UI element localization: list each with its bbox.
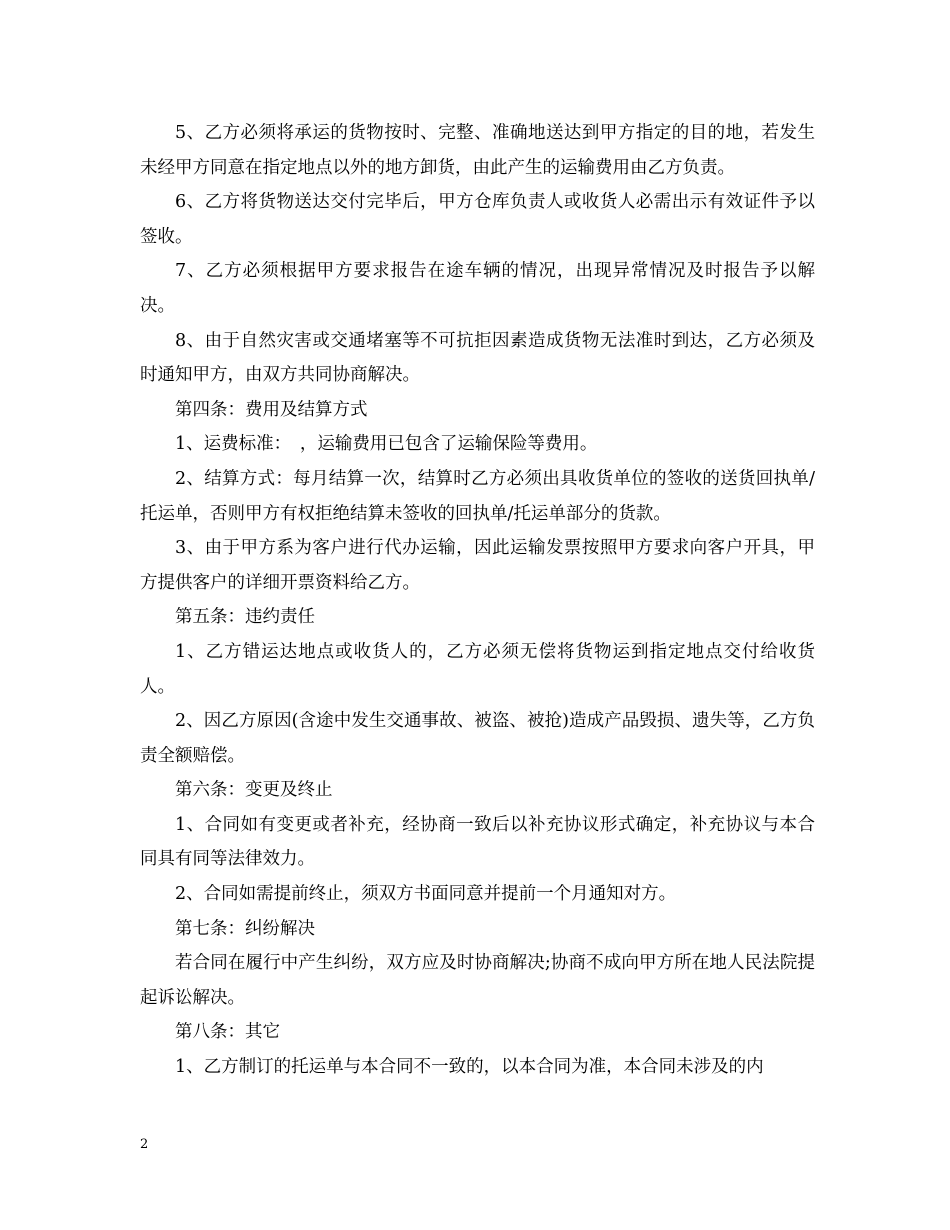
paragraph-clause-7-1: 若合同在履行中产生纠纷，双方应及时协商解决;协商不成向甲方所在地人民法院提起诉讼解决。 — [140, 953, 815, 1008]
section-heading-article-5: 第五条：违约责任 — [175, 607, 315, 628]
section-heading-article-7: 第七条：纠纷解决 — [175, 918, 315, 939]
paragraph-clause-4-2: 2、结算方式：每月结算一次，结算时乙方必须出具收货单位的签收的送货回执单/托运单，否则甲方有权拒绝结算未签收的回执单/托运单部分的货款。 — [140, 468, 815, 524]
paragraph-clause-3-7: 7、乙方必须根据甲方要求报告在途车辆的情况，出现异常情况及时报告予以解决。 — [140, 261, 815, 316]
paragraph-clause-4-3: 3、由于甲方系为客户进行代办运输，因此运输发票按照甲方要求向客户开具，甲方提供客户的详细开票资料给乙方。 — [140, 538, 815, 593]
paragraph-clause-6-1: 1、合同如有变更或者补充，经协商一致后以补充协议形式确定，补充协议与本合同具有同等法律效力。 — [140, 814, 815, 870]
paragraph-clause-3-6: 6、乙方将货物送达交付完毕后，甲方仓库负责人或收货人必需出示有效证件予以签收。 — [140, 192, 815, 247]
paragraph-clause-8-1: 1、乙方制订的托运单与本合同不一致的，以本合同为准，本合同未涉及的内 — [175, 1057, 764, 1078]
paragraph-clause-3-8: 8、由于自然灾害或交通堵塞等不可抗拒因素造成货物无法准时到达，乙方必须及时通知甲方，由双方共同协商解决。 — [140, 330, 815, 386]
section-heading-article-6: 第六条：变更及终止 — [175, 780, 333, 801]
paragraph-clause-5-1: 1、乙方错运达地点或收货人的，乙方必须无偿将货物运到指定地点交付给收货人。 — [140, 641, 815, 697]
page-number: 2 — [140, 1137, 149, 1152]
section-heading-article-8: 第八条：其它 — [175, 1022, 280, 1043]
paragraph-clause-6-2: 2、合同如需提前终止，须双方书面同意并提前一个月通知对方。 — [175, 884, 677, 905]
section-heading-article-4: 第四条：费用及结算方式 — [175, 399, 368, 420]
paragraph-clause-5-2: 2、因乙方原因(含途中发生交通事故、被盗、被抢)造成产品毁损、遗失等，乙方负责全额赔偿。 — [140, 711, 815, 766]
paragraph-clause-3-5: 5、乙方必须将承运的货物按时、完整、准确地送达到甲方指定的目的地，若发生未经甲方同意在指定地点以外的地方卸货，由此产生的运输费用由乙方负责。 — [140, 123, 815, 178]
document-body — [140, 116, 815, 1085]
paragraph-clause-4-1: 1、运费标准： ，运输费用已包含了运输保险等费用。 — [175, 434, 598, 455]
